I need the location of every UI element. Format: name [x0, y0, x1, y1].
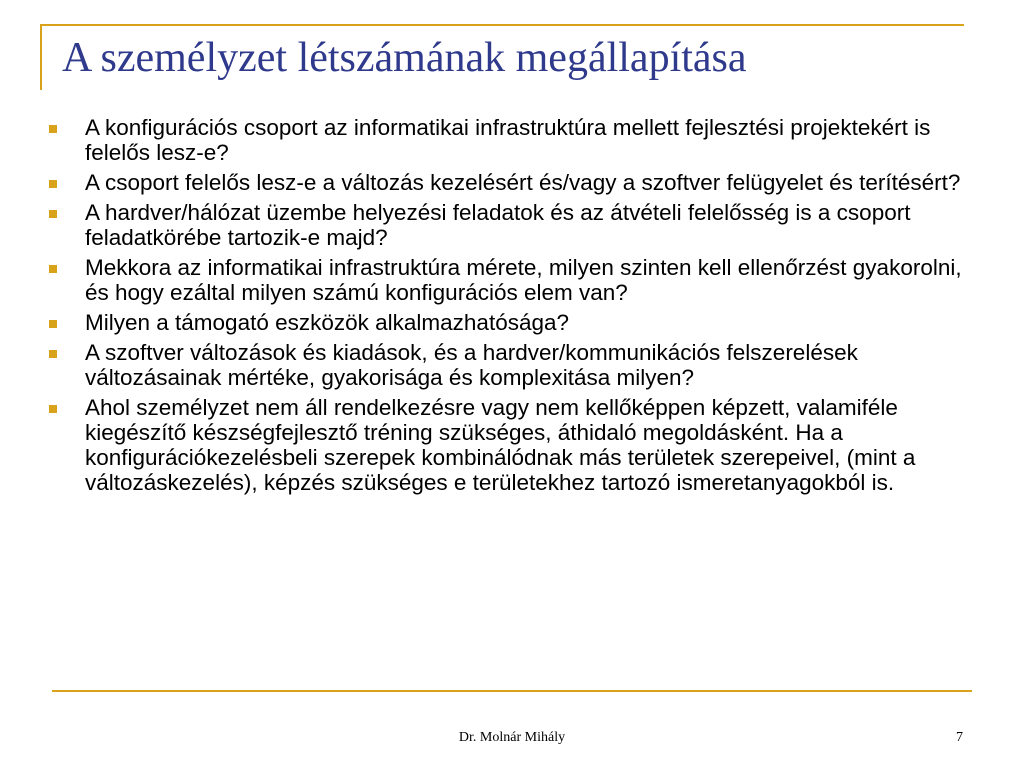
bullet-item [46, 115, 966, 165]
bullet-item [46, 170, 966, 195]
bullet-text: Mekkora az informatikai infrastruktúra mérete, milyen szinten kell ellenőrzést gyakorolni, és hogy ezáltal milyen számú konfigurációs elem van? [85, 255, 962, 305]
square-bullet-icon [49, 320, 57, 328]
slide-title: A személyzet létszámának megállapítása [62, 35, 747, 81]
bullet-text: A csoport felelős lesz-e a változás kezelésért és/vagy a szoftver felügyelet és terítésért? [85, 170, 961, 195]
footer-author: Dr. Molnár Mihály [458, 730, 566, 745]
footer-divider [52, 690, 972, 692]
title-accent-line-top [40, 24, 964, 26]
square-bullet-icon [49, 405, 57, 413]
bullet-item [46, 200, 966, 250]
title-accent-line-left [40, 24, 42, 90]
bullet-text: A konfigurációs csoport az informatikai infrastruktúra mellett fejlesztési projektekért is felelős lesz-e? [85, 115, 931, 165]
bullet-text: A szoftver változások és kiadások, és a hardver/kommunikációs felszerelések változásainak mértéke, gyakorisága és komplexitása milyen? [85, 340, 858, 390]
square-bullet-icon [49, 350, 57, 358]
bullet-text: Milyen a támogató eszközök alkalmazhatósága? [85, 310, 570, 335]
bullet-text: A hardver/hálózat üzembe helyezési feladatok és az átvételi felelősség is a csoport feladatkörébe tartozik-e majd? [85, 200, 911, 250]
square-bullet-icon [49, 125, 57, 133]
square-bullet-icon [49, 265, 57, 273]
square-bullet-icon [49, 210, 57, 218]
square-bullet-icon [49, 180, 57, 188]
bullet-item [46, 395, 966, 495]
bullet-item [46, 255, 966, 305]
bullet-text: Ahol személyzet nem áll rendelkezésre vagy nem kellőképpen képzett, valamiféle kiegészítő készségfejlesztő tréning szükséges, áthidaló megoldásként. Ha a konfigurációkezelésbeli szerepek kombinálódnak más területek szerepeivel, (mint a változáskezelés), képzés szükséges e területekhez tartozó ismeretanyagokból is. [85, 395, 916, 495]
bullet-item [46, 310, 966, 335]
bullet-item [46, 340, 966, 390]
page-number: 7 [956, 730, 963, 745]
bullet-list [46, 115, 966, 500]
